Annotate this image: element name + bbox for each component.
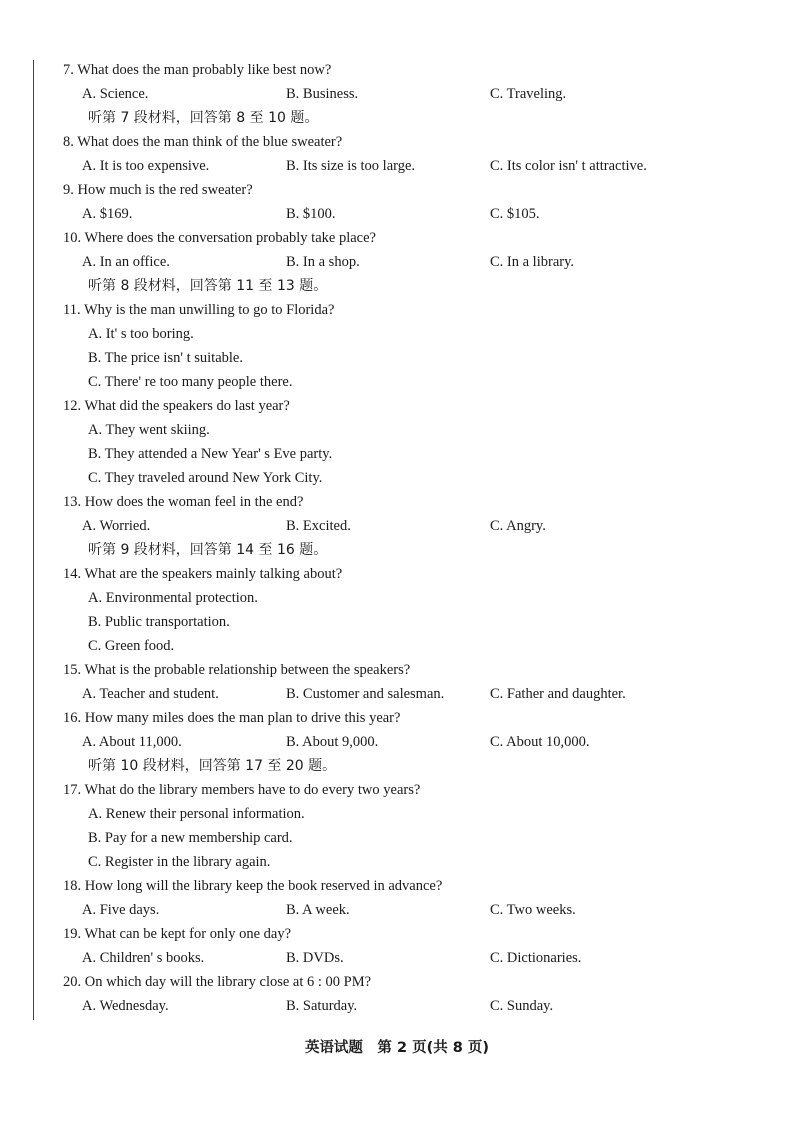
answer-options-row — [60, 946, 760, 970]
answer-options-row — [60, 202, 760, 226]
answer-option-a: A. In an office. — [82, 254, 170, 270]
question-stem: 9. How much is the red sweater? — [63, 182, 253, 198]
answer-option-b: B. $100. — [286, 206, 336, 222]
answer-option-c: C. Its color isn' t attractive. — [490, 158, 647, 174]
answer-option-a: A. Five days. — [82, 902, 160, 918]
answer-option-b: B. DVDs. — [286, 950, 344, 966]
question-stem: 19. What can be kept for only one day? — [63, 926, 292, 942]
answer-option-a: A. Worried. — [82, 518, 151, 534]
answer-option-c: C. Father and daughter. — [490, 686, 626, 702]
answer-option-b: B. A week. — [286, 902, 350, 918]
answer-option-b: B. About 9,000. — [286, 734, 379, 750]
question-stem: 8. What does the man think of the blue sweater? — [63, 134, 343, 150]
question-list — [60, 58, 760, 1018]
question-stem: 15. What is the probable relationship between the speakers? — [63, 662, 411, 678]
answer-option-c: C. Sunday. — [490, 998, 554, 1014]
section-heading: 听第 7 段材料，回答第 8 至 10 题。 — [88, 110, 319, 126]
question-stem: 18. How long will the library keep the book reserved in advance? — [63, 878, 443, 894]
answer-option-a: A. Science. — [82, 86, 149, 102]
answer-options-row — [60, 82, 760, 106]
question-stem: 17. What do the library members have to do every two years? — [63, 782, 421, 798]
answer-option-a: A. Teacher and student. — [82, 686, 219, 702]
answer-option-b: B. Excited. — [286, 518, 351, 534]
answer-option-c: C. Two weeks. — [490, 902, 576, 918]
answer-options-row — [60, 514, 760, 538]
answer-option-c: C. About 10,000. — [490, 734, 590, 750]
answer-option-a: A. $169. — [82, 206, 133, 222]
question-stem: 12. What did the speakers do last year? — [63, 398, 290, 414]
answer-option-c: C. Traveling. — [490, 86, 567, 102]
question-stem: 7. What does the man probably like best now? — [63, 62, 332, 78]
answer-option-b: B. Customer and salesman. — [286, 686, 445, 702]
section-heading: 听第 10 段材料，回答第 17 至 20 题。 — [88, 758, 337, 774]
answer-option-a: A. It is too expensive. — [82, 158, 210, 174]
answer-option-a: A. Wednesday. — [82, 998, 169, 1014]
answer-option: C. They traveled around New York City. — [88, 470, 323, 486]
question-stem: 11. Why is the man unwilling to go to Florida? — [63, 302, 335, 318]
answer-option: A. It' s too boring. — [88, 326, 194, 342]
answer-option: B. Public transportation. — [88, 614, 230, 630]
section-heading: 听第 8 段材料，回答第 11 至 13 题。 — [88, 278, 328, 294]
margin-line — [33, 60, 34, 1020]
question-stem: 10. Where does the conversation probably take place? — [63, 230, 376, 246]
page-footer: 英语试题 第 2 页(共 8 页) — [304, 1040, 490, 1056]
answer-option-c: C. Angry. — [490, 518, 546, 534]
answer-option: A. They went skiing. — [88, 422, 210, 438]
answer-option: C. There' re too many people there. — [88, 374, 293, 390]
question-stem: 13. How does the woman feel in the end? — [63, 494, 304, 510]
answer-option: A. Environmental protection. — [88, 590, 258, 606]
question-stem: 16. How many miles does the man plan to drive this year? — [63, 710, 401, 726]
answer-option: B. The price isn' t suitable. — [88, 350, 243, 366]
answer-options-row — [60, 250, 760, 274]
answer-option-c: C. $105. — [490, 206, 540, 222]
answer-options-row — [60, 154, 760, 178]
answer-options-row — [60, 994, 760, 1018]
answer-option: A. Renew their personal information. — [88, 806, 305, 822]
question-stem: 14. What are the speakers mainly talking about? — [63, 566, 343, 582]
answer-option-c: C. Dictionaries. — [490, 950, 582, 966]
answer-option: C. Register in the library again. — [88, 854, 271, 870]
answer-option-a: A. About 11,000. — [82, 734, 182, 750]
answer-option: B. Pay for a new membership card. — [88, 830, 293, 846]
answer-option-b: B. Its size is too large. — [286, 158, 416, 174]
answer-option-b: B. Saturday. — [286, 998, 358, 1014]
answer-option-b: B. In a shop. — [286, 254, 360, 270]
answer-options-row — [60, 730, 760, 754]
answer-option-a: A. Children' s books. — [82, 950, 205, 966]
answer-option-c: C. In a library. — [490, 254, 575, 270]
answer-option: C. Green food. — [88, 638, 175, 654]
section-heading: 听第 9 段材料，回答第 14 至 16 题。 — [88, 542, 328, 558]
answer-options-row — [60, 898, 760, 922]
question-stem: 20. On which day will the library close at 6 : 00 PM? — [63, 974, 372, 990]
answer-option-b: B. Business. — [286, 86, 359, 102]
answer-options-row — [60, 682, 760, 706]
answer-option: B. They attended a New Year' s Eve party. — [88, 446, 333, 462]
